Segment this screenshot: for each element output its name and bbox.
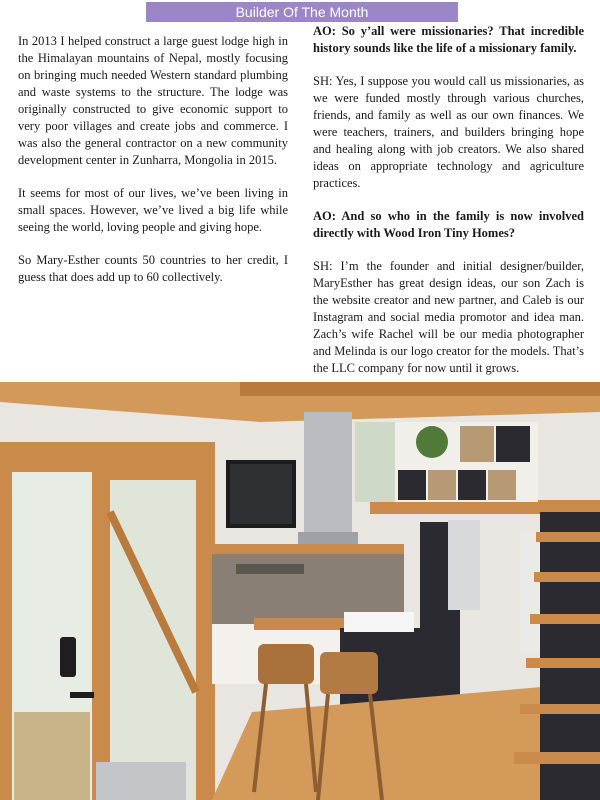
- loft-beam: [370, 500, 600, 514]
- paragraph-small-spaces: It seems for most of our lives, we’ve been living in small spaces. However, we’ve lived a big life while seeing the world, loving people and giving hope.: [18, 186, 288, 234]
- door-lock: [60, 637, 76, 677]
- question-missionaries: AO: So y’all were missionaries? That incredible history sounds like the life of a missionary family.: [313, 24, 584, 55]
- range-hood: [304, 412, 352, 552]
- right-column: [313, 23, 584, 393]
- plant: [416, 426, 448, 458]
- paragraph-nepal: In 2013 I helped construct a large guest lodge high in the Himalayan mountains of Nepal, mostly focusing on bringing much needed Western standard plumbing and waste systems to the structure. The lodge was originally constructed to give economic support to very poor villages and create jobs and commerce. I was also the general contractor on a new community development center in Zunharra, Mongolia in 2015.: [18, 34, 288, 167]
- tiny-home-interior-photo: [0, 382, 600, 800]
- question-family: AO: And so who in the family is now involved directly with Wood Iron Tiny Homes?: [313, 209, 584, 240]
- answer-missionaries: SH: Yes, I suppose you would call us missionaries, as we were funded mostly through various churches, friends, and family as well as our own finances. We were teachers, trainers, and builders bringing hope and healing along with job creators. We also shared ideas on appropriate technology and agriculture practices.: [313, 74, 584, 190]
- paragraph-countries: So Mary-Esther counts 50 countries to her credit, I guess that does add up to 60 collectively.: [18, 253, 288, 284]
- sink: [344, 612, 414, 632]
- interior-illustration: [0, 382, 600, 800]
- refrigerator: [448, 520, 480, 610]
- section-banner: Builder Of The Month: [146, 2, 458, 22]
- left-column: [18, 33, 288, 302]
- answer-family: SH: I’m the founder and initial designer/builder, MaryEsther has great design ideas, our son Zach is the website creator and new partner, and Caleb is our Instagram and social media promotor and idea man. Zach’s wife Rachel will be our media photographer and Melinda is our logo creator for the models. That’s the LLC company for now until it grows.: [313, 259, 584, 375]
